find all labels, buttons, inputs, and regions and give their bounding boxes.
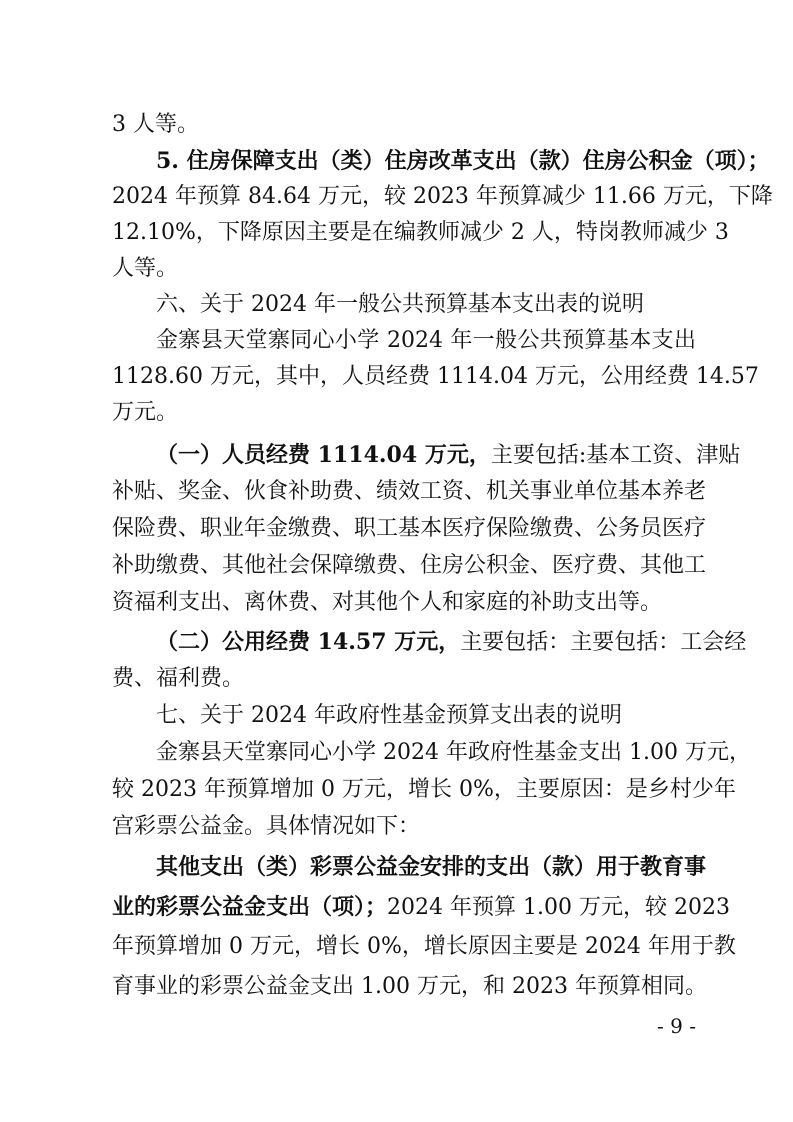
personnel-expense-paragraph-start xyxy=(156,437,741,473)
section-6-heading: 六、关于 2024 年一般公共预算基本支出表的说明 xyxy=(156,292,644,317)
text-line: 年预算增加 0 万元，增长 0%，增长原因主要是 2024 年用于教 xyxy=(112,934,736,959)
text-line: 费、福利费。 xyxy=(112,666,245,691)
text-line: 2024 年预算 84.64 万元，较 2023 年预算减少 11.66 万元，下降 xyxy=(112,184,773,209)
text-line: 12.10%，下降原因主要是在编教师减少 2 人，特岗教师减少 3 xyxy=(112,220,729,245)
text-run: 2024 年预算 1.00 万元，较 2023 xyxy=(387,895,730,920)
text-line: 较 2023 年预算增加 0 万元，增长 0%，主要原因：是乡村少年 xyxy=(112,777,736,802)
section-7-heading: 七、关于 2024 年政府性基金预算支出表的说明 xyxy=(156,703,622,728)
text-line: 补助缴费、其他社会保障缴费、住房公积金、医疗费、其他工 xyxy=(112,553,707,578)
text-line: 3 人等。 xyxy=(112,112,199,137)
text-line: 育事业的彩票公益金支出 1.00 万元，和 2023 年预算相同。 xyxy=(112,974,707,999)
text-line: 万元。 xyxy=(112,400,179,425)
lottery-fund-line xyxy=(112,889,730,925)
text-line: 金寨县天堂寨同心小学 2024 年政府性基金支出 1.00 万元， xyxy=(156,740,751,765)
text-line: 资福利支出、离休费、对其他个人和家庭的补助支出等。 xyxy=(112,590,663,615)
text-line: 宫彩票公益金。具体情况如下： xyxy=(112,814,421,839)
text-run: 主要包括:基本工资、津贴 xyxy=(490,443,741,468)
text-line: 人等。 xyxy=(112,256,179,281)
text-line: 金寨县天堂寨同心小学 2024 年一般公共预算基本支出 xyxy=(156,328,696,353)
public-expense-heading: （二）公用经费 14.57 万元， xyxy=(156,629,461,655)
page-number: - 9 - xyxy=(657,1014,696,1038)
item-5-heading: 5. 住房保障支出（类）住房改革支出（款）住房公积金（项）； xyxy=(156,148,770,174)
personnel-expense-heading: （一）人员经费 1114.04 万元， xyxy=(156,442,491,468)
text-line: 保险费、职业年金缴费、职工基本医疗保险缴费、公务员医疗 xyxy=(112,516,707,541)
text-line: 1128.60 万元，其中，人员经费 1114.04 万元，公用经费 14.57 xyxy=(112,364,759,389)
lottery-fund-heading: 其他支出（类）彩票公益金安排的支出（款）用于教育事 xyxy=(156,854,707,880)
text-run: 主要包括：主要包括：工会经 xyxy=(460,630,747,655)
text-line: 补贴、奖金、伙食补助费、绩效工资、机关事业单位基本养老 xyxy=(112,479,707,504)
public-expense-paragraph-start xyxy=(156,624,747,660)
lottery-fund-heading-end: 业的彩票公益金支出（项）； xyxy=(112,894,388,920)
